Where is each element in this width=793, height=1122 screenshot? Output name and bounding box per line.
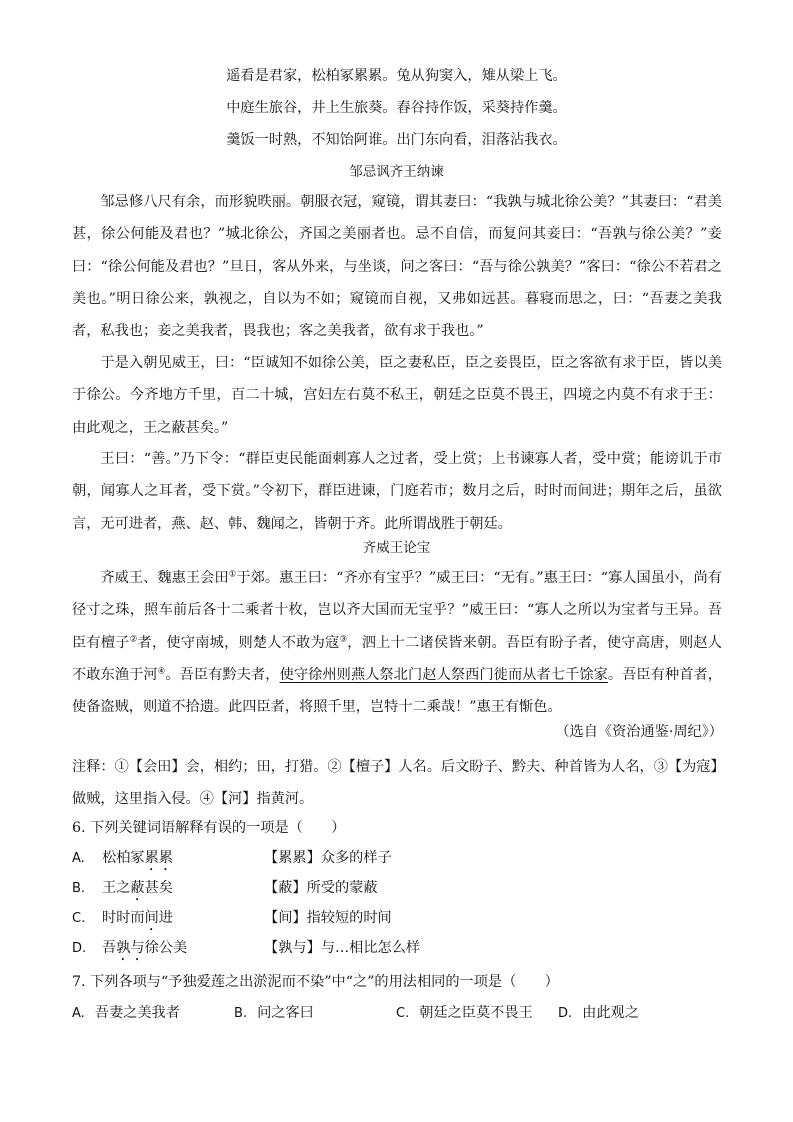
phrase-pre: 松柏冢 [102, 850, 145, 866]
poem-line-2: 中庭生旅谷，井上生旅葵。舂谷持作饭，采葵持作羹。 [226, 100, 567, 116]
option-label: A. [72, 851, 85, 866]
question-7-stem: 7. 下列各项与“予独爱莲之出淤泥而不染”中“之”的用法相同的一项是（ ） [72, 974, 559, 990]
passage2-title: 齐威王论宝 [362, 540, 431, 556]
poem-line-3: 羹饭一时熟，不知饴阿谁。出门东向看，泪落沾我衣。 [226, 132, 567, 148]
option-phrase [102, 878, 264, 904]
option-explanation: 【累累】众多的样子 [264, 850, 392, 866]
option-phrase [102, 908, 264, 934]
dotted-word: 间 [144, 910, 159, 926]
phrase-pre: 时时而 [102, 910, 145, 926]
option-phrase [102, 848, 264, 874]
option-label: C. [72, 911, 86, 926]
question-7-option-d[interactable] [558, 1003, 639, 1024]
footnote-marker-2: ② [129, 633, 138, 644]
question-7-option-b[interactable] [234, 1003, 314, 1024]
footnote-marker-4: ④ [157, 666, 166, 677]
footnote-marker-1: ① [228, 569, 237, 580]
passage2-text-c: 者，使守南城，则楚人不敢为寇 [137, 634, 340, 651]
dotted-word: 孰与 [116, 940, 145, 956]
phrase-post: 徐公美 [144, 940, 188, 956]
question-6-option-d[interactable] [72, 938, 420, 964]
passage2-text-b: 于郊。惠王曰：“齐亦有宝乎？”威王曰：“无有。”惠王曰：“寡人国虽小，尚有径寸之珠，照车前后各十二乘者十枚，岂以齐大国而无宝乎？”威王曰：“寡人之所以为宝者与王异。吾臣有檀子 [72, 570, 722, 651]
question-7-option-a[interactable] [72, 1003, 180, 1024]
passage1-paragraph-3: 王曰：“善。”乃下令：“群臣吏民能面刺寡人之过者，受上赏；上书谏寡人者，受中赏；能谤讥于市朝，闻寡人之耳者，受下赏。”令初下，群臣进谏，门庭若市；数月之后，时时而间进；期年之后，虽欲言，无可进者，燕、赵、韩、魏闻之，皆朝于齐。此所谓战胜于朝廷。 [72, 451, 722, 532]
question-6-option-c[interactable] [72, 908, 392, 934]
question-6-option-a[interactable] [72, 848, 392, 874]
option-text: 问之客曰 [257, 1005, 314, 1021]
question-7-option-c[interactable] [396, 1003, 533, 1024]
phrase-pre: 王之 [102, 880, 131, 896]
footnote-marker-3: ③ [339, 633, 348, 644]
option-text: 朝廷之臣莫不畏王 [419, 1005, 533, 1021]
phrase-post: 甚矣 [144, 880, 173, 896]
phrase-post: 进 [158, 910, 173, 926]
option-label: B. [234, 1006, 248, 1021]
option-label: A. [72, 1006, 85, 1021]
source-citation: （选自《资治通鉴·周纪》） [555, 724, 723, 740]
dotted-word: 蔽 [130, 880, 145, 896]
option-label: B. [72, 881, 86, 896]
dotted-word: 累累 [144, 850, 173, 866]
option-phrase [102, 938, 264, 964]
phrase-pre: 吾 [102, 940, 117, 956]
underlined-sentence: 使守徐州则燕人祭北门赵人祭西门徙而从者七千馀家 [279, 666, 608, 683]
option-text: 由此观之 [582, 1005, 639, 1021]
option-explanation: 【间】指较短的时间 [264, 910, 392, 926]
option-text: 吾妻之美我者 [94, 1005, 180, 1021]
passage2-text-e: 。吾臣有黔夫者， [165, 666, 280, 683]
passage1-title: 邹忌讽齐王纳谏 [349, 164, 444, 180]
poem-line-1: 遥看是君家，松柏冢累累。兔从狗窦入，雉从梁上飞。 [226, 68, 567, 84]
passage2-text-d: ，泗上十二诸侯皆来朝。吾臣有盼子者，使守高唐，则赵人不敢东渔于河 [72, 634, 722, 683]
option-label: D. [72, 941, 87, 956]
option-label: C. [396, 1006, 410, 1021]
question-6-stem: 6. 下列关键词语解释有误的一项是（ ） [72, 820, 346, 836]
option-explanation: 【孰与】与…相比怎么样 [264, 940, 421, 956]
annotation-notes: 注释：①【会田】会，相约；田，打猎。②【檀子】人名。后文盼子、黔夫、种首皆为人名，③【为寇】做贼，这里指入侵。④【河】指黄河。 [72, 759, 725, 807]
option-explanation: 【蔽】所受的蒙蔽 [264, 880, 378, 896]
passage1-paragraph-1: 邹忌修八尺有余，而形貌昳丽。朝服衣冠，窥镜，谓其妻曰：“我孰与城北徐公美？”其妻曰：“君美甚，徐公何能及君也？”城北徐公，齐国之美丽者也。忌不自信，而复问其妾曰：“吾孰与徐公美？”妾曰：“徐公何能及君也？”旦日，客从外来，与坐谈，问之客曰：“吾与徐公孰美？”客曰：“徐公不若君之美也。”明日徐公来，孰视之，自以为不如；窥镜而自视，又弗如远甚。暮寝而思之，曰：“吾妻之美我者，私我也；妾之美我者，畏我也；客之美我者，欲有求于我也。” [72, 194, 722, 340]
passage2-paragraph [72, 562, 722, 723]
option-label: D. [558, 1006, 573, 1021]
passage1-paragraph-2: 于是入朝见威王，曰：“臣诚知不如徐公美，臣之妻私臣，臣之妾畏臣，臣之客欲有求于臣，皆以美于徐公。今齐地方千里，百二十城，宫妇左右莫不私王，朝廷之臣莫不畏王，四境之内莫不有求于王：由此观之，王之蔽甚矣。” [72, 355, 722, 436]
question-6-option-b[interactable] [72, 878, 378, 904]
passage2-text-a: 齐威王、魏惠王会田 [100, 570, 229, 586]
passage2-text-f: 。吾臣有种首者，使备盗贼，则道不拾遗。此四臣者，将照千里，岂特十二乘哉！”惠王有惭色。 [72, 666, 722, 716]
